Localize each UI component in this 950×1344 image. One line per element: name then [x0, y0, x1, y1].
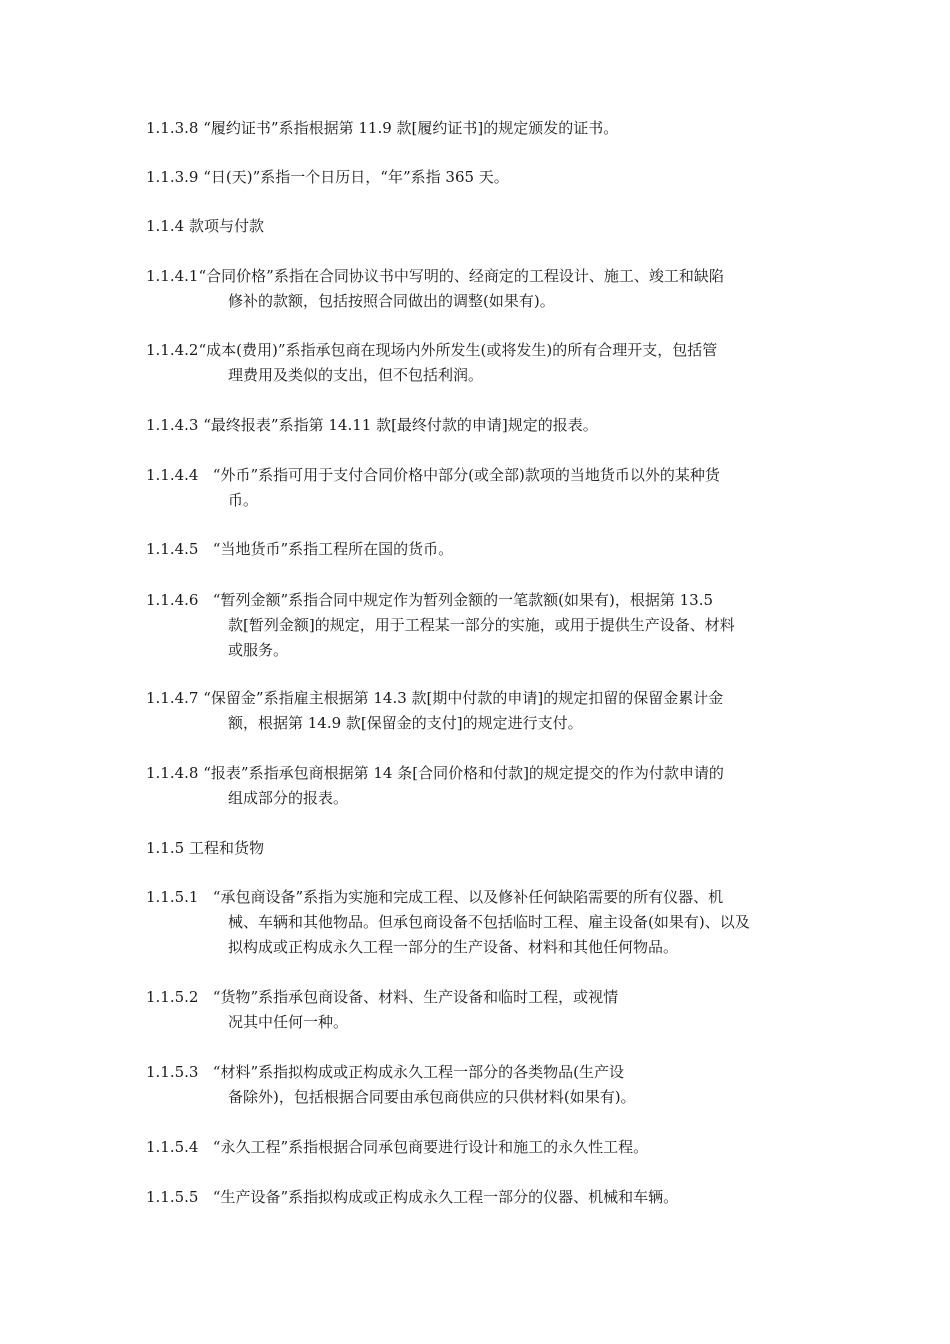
clause-text: “材料”系指拟构成或正构成永久工程一部分的各类物品(生产设 — [212, 1063, 624, 1081]
clause-text-continued: 组成部分的报表。 — [228, 789, 349, 807]
clause-number: 1.1.4.5 — [146, 540, 213, 558]
clause-text: “外币”系指可用于支付合同价格中部分(或全部)款项的当地货币以外的某种货 — [212, 466, 720, 484]
clause-text: “合同价格”系指在合同协议书中写明的、经商定的工程设计、施工、竣工和缺陷 — [198, 267, 724, 285]
section-heading-1-1-4 — [146, 214, 826, 239]
clause-text: “日(天)”系指一个日历日，“年”系指 365 天。 — [203, 168, 509, 186]
clause-1-1-4-2 — [146, 338, 826, 388]
clause-number: 1.1.4.2 — [146, 341, 199, 359]
clause-number: 1.1.5.2 — [146, 988, 213, 1006]
clause-number: 1.1.4.1 — [146, 267, 199, 285]
clause-1-1-5-2 — [146, 985, 826, 1035]
clause-number: 1.1.3.8 — [146, 119, 204, 137]
clause-1-1-3-8 — [146, 116, 826, 141]
clause-1-1-4-5 — [146, 537, 826, 562]
clause-text: “暂列金额”系指合同中规定作为暂列金额的一笔款额(如果有)，根据第 13.5 — [212, 591, 714, 609]
clause-number: 1.1.5.3 — [146, 1063, 213, 1081]
clause-1-1-5-3 — [146, 1060, 826, 1110]
clause-1-1-4-1 — [146, 264, 826, 314]
clause-text: “成本(费用)”系指承包商在现场内外所发生(或将发生)的所有合理开支，包括管 — [198, 341, 718, 359]
clause-text-continued: 备除外)，包括根据合同要由承包商供应的只供材料(如果有)。 — [228, 1088, 636, 1106]
section-number: 1.1.5 — [146, 839, 189, 857]
section-title: 款项与付款 — [188, 217, 264, 235]
clause-1-1-5-4 — [146, 1135, 826, 1160]
clause-number: 1.1.3.9 — [146, 168, 204, 186]
clause-number: 1.1.4.8 — [146, 764, 204, 782]
clause-text: “报表”系指承包商根据第 14 条[合同价格和付款]的规定提交的作为付款申请的 — [203, 764, 724, 782]
clause-1-1-4-7 — [146, 686, 826, 736]
clause-number: 1.1.4.3 — [146, 416, 204, 434]
clause-number: 1.1.5.4 — [146, 1138, 213, 1156]
clause-1-1-4-6 — [146, 588, 826, 663]
clause-number: 1.1.5.1 — [146, 888, 213, 906]
clause-1-1-4-3 — [146, 413, 826, 438]
clause-1-1-3-9 — [146, 165, 826, 190]
clause-text: “最终报表”系指第 14.11 款[最终付款的申请]规定的报表。 — [203, 416, 598, 434]
clause-text: “生产设备”系指拟构成或正构成永久工程一部分的仪器、机械和车辆。 — [212, 1188, 679, 1206]
clause-number: 1.1.4.7 — [146, 689, 204, 707]
clause-number: 1.1.4.6 — [146, 591, 213, 609]
clause-1-1-5-1 — [146, 885, 826, 960]
clause-number: 1.1.5.5 — [146, 1188, 213, 1206]
clause-text-continued: 拟构成或正构成永久工程一部分的生产设备、材料和其他任何物品。 — [228, 938, 679, 956]
clause-number: 1.1.4.4 — [146, 466, 213, 484]
section-heading-1-1-5 — [146, 836, 826, 861]
clause-text-continued: 修补的款额，包括按照合同做出的调整(如果有)。 — [228, 292, 555, 310]
clause-text-continued: 款[暂列金额]的规定，用于工程某一部分的实施，或用于提供生产设备、材料 — [228, 616, 735, 634]
clause-1-1-4-8 — [146, 761, 826, 811]
clause-text-continued: 或服务。 — [228, 641, 289, 659]
clause-text: “货物”系指承包商设备、材料、生产设备和临时工程，或视情 — [212, 988, 619, 1006]
clause-text: “当地货币”系指工程所在国的货币。 — [212, 540, 454, 558]
clause-1-1-4-4 — [146, 463, 826, 513]
clause-text-continued: 况其中任何一种。 — [228, 1013, 349, 1031]
clause-text: “履约证书”系指根据第 11.9 款[履约证书]的规定颁发的证书。 — [203, 119, 619, 137]
clause-text-continued: 币。 — [228, 491, 259, 509]
clause-text-continued: 理费用及类似的支出，但不包括利润。 — [228, 366, 484, 384]
clause-1-1-5-5 — [146, 1185, 826, 1210]
clause-text: “永久工程”系指根据合同承包商要进行设计和施工的永久性工程。 — [212, 1138, 649, 1156]
clause-text: “保留金”系指雇主根据第 14.3 款[期中付款的申请]的规定扣留的保留金累计金 — [203, 689, 724, 707]
clause-text-continued: 械、车辆和其他物品。但承包商设备不包括临时工程、雇主设备(如果有)、以及 — [228, 913, 750, 931]
clause-text: “承包商设备”系指为实施和完成工程、以及修补任何缺陷需要的所有仪器、机 — [212, 888, 724, 906]
section-title: 工程和货物 — [188, 839, 264, 857]
clause-text-continued: 额，根据第 14.9 款[保留金的支付]的规定进行支付。 — [228, 714, 583, 732]
section-number: 1.1.4 — [146, 217, 189, 235]
